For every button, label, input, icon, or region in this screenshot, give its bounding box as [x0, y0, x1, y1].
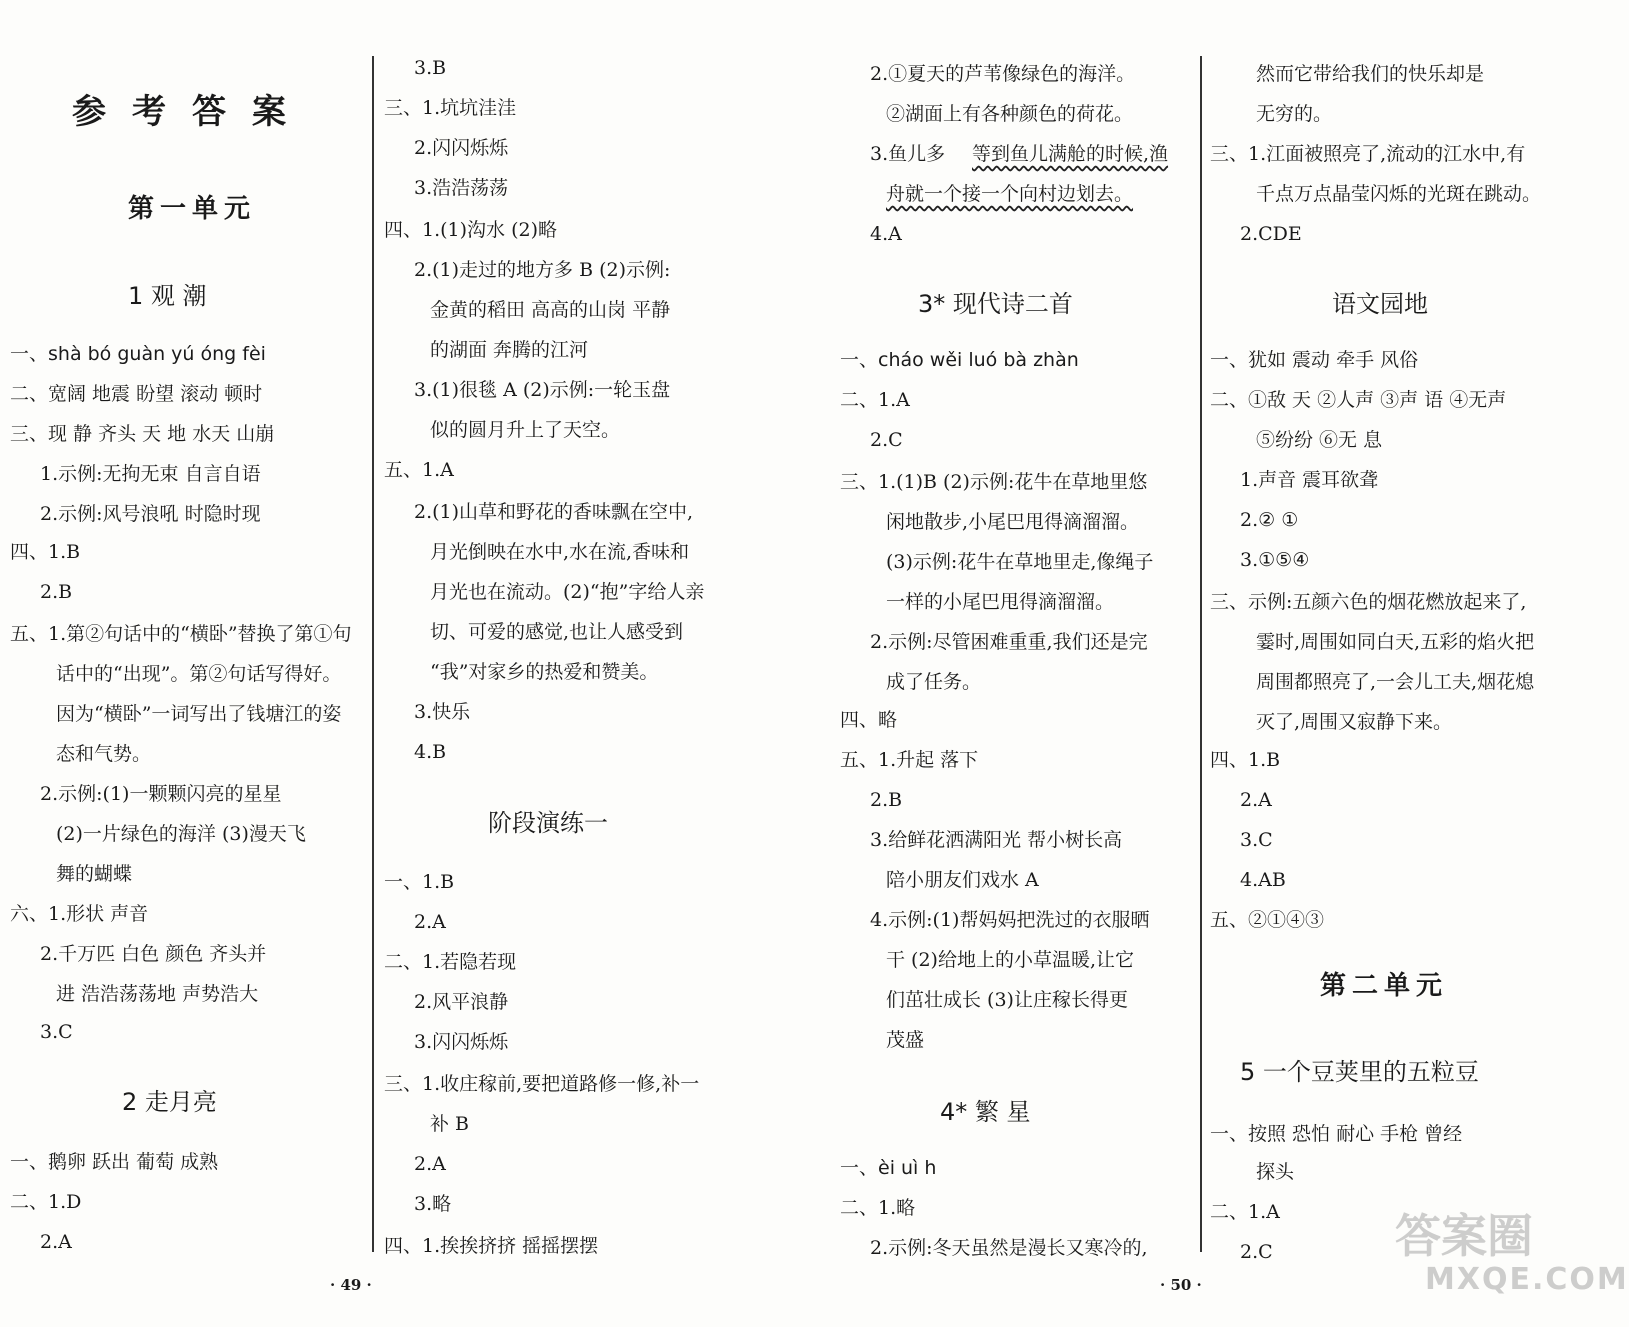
answer-line: 三、1.江面被照亮了,流动的江水中,有	[1210, 143, 1526, 165]
answer-line: 三、1.坑坑洼洼	[384, 97, 517, 119]
answer-line: 1.示例:无拘无束 自言自语	[40, 463, 261, 485]
answer-line: ⑤纷纷 ⑥无 息	[1256, 429, 1383, 451]
answer-line: 进 浩浩荡荡地 声势浩大	[56, 983, 259, 1005]
answer-line: “我”对家乡的热爱和赞美。	[430, 661, 659, 683]
answer-line: 然而它带给我们的快乐却是	[1256, 63, 1485, 85]
answer-line: 一、鹅卵 跃出 葡萄 成熟	[10, 1151, 219, 1173]
answer-line: 一、shà bó guàn yú óng fèi	[10, 343, 266, 365]
answer-line: 2.示例:冬天虽然是漫长又寒冷的,	[870, 1237, 1148, 1259]
lesson-heading-2: 2 走月亮	[122, 1088, 217, 1116]
answer-line: 金黄的稻田 高高的山岗 平静	[430, 299, 671, 321]
answer-line: 陪小朋友们戏水 A	[886, 869, 1039, 891]
answer-line: 二、1.A	[1210, 1201, 1280, 1223]
answer-line: 2.示例:(1)一颗颗闪亮的星星	[40, 783, 282, 805]
answer-line: 探头	[1256, 1161, 1295, 1183]
answer-line: 2.A	[1240, 789, 1272, 811]
answer-line: 2.A	[414, 1153, 446, 1175]
answer-line: 无穷的。	[1256, 103, 1333, 125]
answer-line: 干 (2)给地上的小草温暖,让它	[886, 949, 1134, 971]
answer-line: 二、1.略	[840, 1197, 916, 1219]
answer-line: 二、宽阔 地震 盼望 滚动 顿时	[10, 383, 263, 405]
answer-line: 3.C	[1240, 829, 1273, 851]
column-divider	[1200, 56, 1202, 1252]
answer-line: 一、1.B	[384, 871, 455, 893]
answer-line: 2.(1)山草和野花的香味飘在空中,	[414, 501, 694, 523]
answer-line: 2.CDE	[1240, 223, 1302, 245]
answer-line: 的湖面 奔腾的江河	[430, 339, 589, 361]
answer-line: 一、cháo wěi luó bà zhàn	[840, 349, 1079, 371]
answer-line: 周围都照亮了,一会儿工夫,烟花熄	[1256, 671, 1535, 693]
answer-line: 2.C	[870, 429, 903, 451]
answer-line: 灭了,周围又寂静下来。	[1256, 711, 1453, 733]
lesson-heading-3: 3* 现代诗二首	[918, 290, 1073, 318]
answer-line: 3.(1)很毯 A (2)示例:一轮玉盘	[414, 379, 671, 401]
answer-line: 一、犹如 震动 牵手 风俗	[1210, 349, 1419, 371]
answer-line: 2.(1)走过的地方多 B (2)示例:	[414, 259, 671, 281]
answer-line: 霎时,周围如同白天,五彩的焰火把	[1256, 631, 1535, 653]
answer-line: 三、示例:五颜六色的烟花燃放起来了,	[1210, 591, 1527, 613]
answer-line: 3.B	[414, 57, 447, 79]
answer-line: 补 B	[430, 1113, 470, 1135]
answer-line: 二、1.D	[10, 1191, 82, 1213]
lesson-heading-5: 5 一个豆荚里的五粒豆	[1240, 1058, 1479, 1086]
answer-line: 四、1.挨挨挤挤 摇摇摆摆	[384, 1235, 599, 1257]
answer-line: 五、1.升起 落下	[840, 749, 979, 771]
answer-line: 2.A	[414, 911, 446, 933]
answer-line: 三、1.(1)B (2)示例:花牛在草地里悠	[840, 471, 1148, 493]
answer-line: 3.快乐	[414, 701, 471, 723]
unit-heading-1: 第一单元	[128, 194, 257, 224]
answer-line: 1.声音 震耳欲聋	[1240, 469, 1379, 491]
answer-line: 二、1.若隐若现	[384, 951, 517, 973]
answer-line: 三、1.收庄稼前,要把道路修一修,补一	[384, 1073, 700, 1095]
answer-line: 切、可爱的感觉,也让人感受到	[430, 621, 684, 643]
unit-heading-2: 第二单元	[1320, 971, 1449, 1001]
answer-line: 似的圆月升上了天空。	[430, 419, 621, 441]
answer-line: 四、1.B	[10, 541, 81, 563]
page-number-right: · 50 ·	[1160, 1276, 1202, 1294]
answer-line: 四、略	[840, 709, 898, 731]
answer-line: 四、1.(1)沟水 (2)略	[384, 219, 557, 241]
answer-line: 五、1.第②句话中的“横卧”替换了第①句	[10, 623, 352, 645]
answer-line: 二、1.A	[840, 389, 910, 411]
answer-line: 茂盛	[886, 1029, 925, 1051]
answer-line: 们茁壮成长 (3)让庄稼长得更	[886, 989, 1128, 1011]
answer-line: 2.C	[1240, 1241, 1273, 1263]
answer-line: (3)示例:花牛在草地里走,像绳子	[886, 551, 1154, 573]
answer-line: 2.风平浪静	[414, 991, 509, 1013]
section-heading-garden: 语文园地	[1332, 290, 1428, 318]
answer-line: 态和气势。	[56, 743, 152, 765]
answer-line: 五、1.A	[384, 459, 454, 481]
answer-line: 五、②①④③	[1210, 909, 1325, 931]
section-heading-stage: 阶段演练一	[488, 809, 608, 837]
watermark-logo: 答案圈	[1395, 1209, 1533, 1263]
answer-line: 成了任务。	[886, 671, 982, 693]
answer-line: 3.①⑤④	[1240, 549, 1310, 571]
answer-line: 因为“横卧”一词写出了钱塘江的姿	[56, 703, 342, 725]
answer-line: 舞的蝴蝶	[56, 863, 133, 885]
answer-line: 三、现 静 齐头 天 地 水天 山崩	[10, 423, 275, 445]
answer-line: 二、①敌 天 ②人声 ③声 语 ④无声	[1210, 389, 1507, 411]
answer-line: 4.A	[870, 223, 902, 245]
answer-line: 一、èi uì h	[840, 1157, 937, 1179]
answer-line: 六、1.形状 声音	[10, 903, 149, 925]
answer-line: ②湖面上有各种颜色的荷花。	[886, 103, 1134, 125]
answer-line: 2.示例:风号浪吼 时隐时现	[40, 503, 261, 525]
answer-line: 4.AB	[1240, 869, 1286, 891]
lesson-heading-4: 4* 繁 星	[940, 1098, 1031, 1126]
lesson-heading-1: 1 观 潮	[128, 282, 207, 310]
answer-line: 千点万点晶莹闪烁的光斑在跳动。	[1256, 183, 1542, 205]
answer-line: (2)一片绿色的海洋 (3)漫天飞	[56, 823, 306, 845]
answer-line: 月光也在流动。(2)“抱”字给人亲	[430, 581, 705, 603]
column-divider	[372, 56, 374, 1252]
answer-line: 月光倒映在水中,水在流,香味和	[430, 541, 690, 563]
answer-line-underlined: 舟就一个接一个向村边划去。	[886, 183, 1134, 205]
answer-line: 闲地散步,小尾巴甩得滴溜溜。	[886, 511, 1140, 533]
answer-line: 3.鱼儿多	[870, 143, 946, 165]
answer-line: 2.千万匹 白色 颜色 齐头并	[40, 943, 267, 965]
answer-line: 一、按照 恐怕 耐心 手枪 曾经	[1210, 1123, 1463, 1145]
answer-line: 3.略	[414, 1193, 452, 1215]
answer-line: 3.C	[40, 1021, 73, 1043]
answer-line: 2.B	[870, 789, 903, 811]
answer-line: 2.B	[40, 581, 73, 603]
answer-line: 2.闪闪烁烁	[414, 137, 509, 159]
answer-line: 2.A	[40, 1231, 72, 1253]
answer-line: 一样的小尾巴甩得滴溜溜。	[886, 591, 1115, 613]
page-title: 参考答案	[72, 92, 312, 132]
answer-line: 2.①夏天的芦苇像绿色的海洋。	[870, 63, 1136, 85]
answer-line: 3.浩浩荡荡	[414, 177, 509, 199]
page-number-left: · 49 ·	[330, 1276, 372, 1294]
answer-line-underlined: 等到鱼儿满舱的时候,渔	[972, 143, 1169, 165]
answer-line: 四、1.B	[1210, 749, 1281, 771]
answer-line: 话中的“出现”。第②句话写得好。	[56, 663, 342, 685]
answer-line: 3.给鲜花洒满阳光 帮小树长高	[870, 829, 1123, 851]
answer-line: 2.② ①	[1240, 509, 1299, 531]
answer-line: 2.示例:尽管困难重重,我们还是完	[870, 631, 1148, 653]
answer-line: 4.示例:(1)帮妈妈把洗过的衣服晒	[870, 909, 1150, 931]
answer-line: 4.B	[414, 741, 447, 763]
answer-line: 3.闪闪烁烁	[414, 1031, 509, 1053]
watermark-url: MXQE.COM	[1425, 1262, 1629, 1297]
